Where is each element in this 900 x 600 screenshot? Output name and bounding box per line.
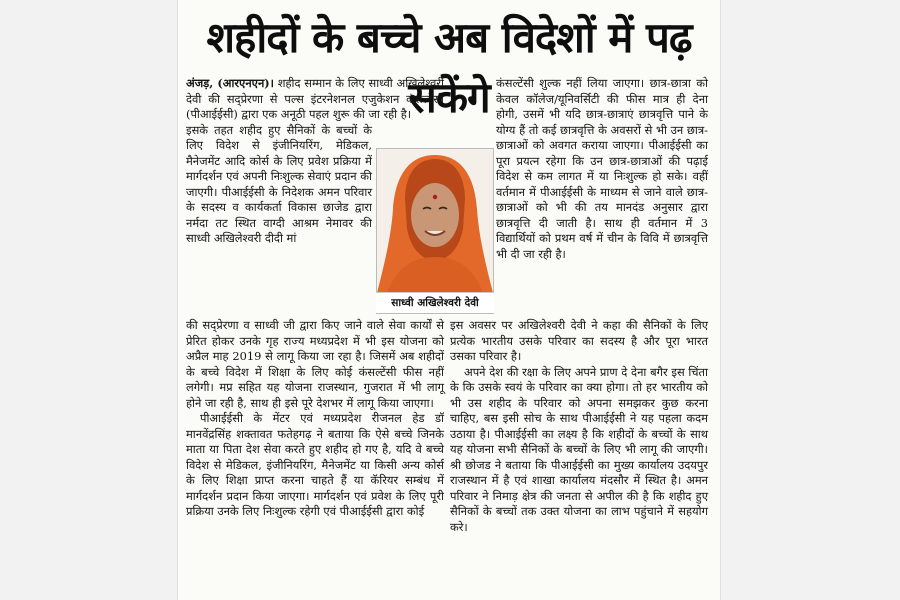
article-paragraph: इसके तहत शहीद हुए सैनिकों के बच्चों के लिए विदेश से इंजीनियरिंग, मेडिकल, मैनेजमेंट आदि कोर्स के लिए प्रवेश प्रक्रिया में मार्गदर्शन एवं अपनी निःशुल्क सेवाएं प्रदान की जाएगी। पीआईईसी के निदेशक अमन परिवार के सदस्य व कार्यकर्ता विकास छाजेड द्वारा नर्मदा तट स्थित वाग्दी आश्रम नेमावर की साध्वी अखिलेश्वरी दीदी मां: [186, 122, 372, 245]
article-paragraph: कंसल्टेंसी शुल्क नहीं लिया जाएगा। छात्र-छात्रा को केवल कॉलेज/यूनिवर्सिटी की फीस मात्र ही देना होगी, उसमें भी यदि छात्र-छात्राएं छात्रवृत्ति पाने के योग्य हैं तो कई छात्रवृत्ति के अवसरों से भी उन छात्र-छात्राओं को अवगत कराया जाएगा। पीआईईसी का पूरा प्रयत्न रहेगा कि उन छात्र-छात्राओं की पढ़ाई विदेश से कम लागत में या निःशुल्क हो सके। वहीं वर्तमान में पीआईईसी के माध्यम से जाने वाले छात्र-छात्राओं को भी की तय मानदंड अनुसार द्वारा छात्रवृत्ति दी जाती है। साथ ही वर्तमान में 3 विद्यार्थियों को प्रथम वर्ष में चीन के विवि में छात्रवृत्ति भी दी जा रही है।: [496, 76, 708, 261]
portrait-photo: [376, 148, 494, 314]
newspaper-clipping: [178, 0, 720, 600]
article-paragraph: इस अवसर पर अखिलेश्वरी देवी ने कहा की सैनिकों के लिए प्रत्येक भारतीय उसके परिवार का सदस्य है और पूरा भारत उसका परिवार है।: [450, 318, 708, 363]
headline: शहीदों के बच्चे अब विदेशों में पढ़ सकेंगे: [206, 13, 692, 122]
article-column-right-bottom: [450, 318, 708, 535]
article-paragraph: अपने देश की रक्षा के लिए अपने प्राण दे देना बगैर इस चिंता के कि उसके स्वयं के परिवार का क्या होगा। तो हर भारतीय को भी उस शहीद के परिवार को अपना समझकर कुछ करना चाहिए, बस इसी सोच के साथ पीआईईसी ने यह पहला कदम उठाया है। पीआईईसी का लक्ष्य है कि शहीदों के बच्चों के साथ यह योजना सभी सैनिकों के बच्चों के लिए भी लागू की जाएगी। श्री छोजड ने बताया कि पीआईईसी का मुख्य कार्यालय उदयपुर राजस्थान में है एवं शाखा कार्यालय मंदसौर में स्थित है। अमन परिवार ने निमाड़ क्षेत्र की जनता से अपील की है कि शहीद हुए सैनिकों के बच्चों तक उक्त योजना का लाभ पहुंचाने में सहयोग करे।: [450, 364, 708, 534]
article-paragraph: [186, 76, 444, 123]
photo-caption: साध्वी अखिलेश्वरी देवी: [376, 292, 494, 313]
dateline: अंजड़, (आरएनएन)।: [186, 76, 274, 90]
portrait-photo-icon: [377, 149, 493, 293]
article-paragraph: पीआईईसी के मेंटर एवं मध्यप्रदेश रीजनल हेड डॉ मानवेंद्रसिंह शक्तावत फतेहगढ़ ने बताया कि ऐसे बच्चे जिनके माता या पिता देश सेवा करते हुए शहीद हो गए है, यदि वे बच्चे विदेश से मेडिकल, इंजीनियरिंग, मैनेजमेंट या किसी अन्य कोर्स के लिए शिक्षा प्राप्त करना चाहते हैं या कॅरियर सम्बंध में मार्गदर्शन प्रदान किया जाएगा। मार्गदर्शन एवं प्रवेश के लिए पूरी प्रक्रिया उनके लिए निःशुल्क रहेगी एवं पीआईईसी द्वारा कोई: [186, 411, 444, 518]
lead-text: शहीद सम्मान के लिए साध्वी अखिलेश्वरी देवी की सद्प्रेरणा से पल्स इंटरनेशनल एजुकेशन कंसल्टेंसी (पीआईईसी) द्वारा एक अनूठी पहल शुरू की जा रही है।: [186, 76, 444, 121]
article-paragraph: की सद्प्रेरणा व साध्वी जी द्वारा किए जाने वाले सेवा कार्यों से प्रेरित होकर उनके गृह राज्य मध्यप्रदेश में भी इस योजना को अप्रैल माह 2019 से लागू किया जा रहा है। जिसमें अब शहीदों के बच्चे विदेश में शिक्षा के लिए कोई कंसल्टेंसी फीस नहीं लगेगी। मप्र सहित यह योजना राजस्थान, गुजरात में भी लागू होने जा रही है, साथ ही इसे पूरे देशभर में लागू किया जाएगा।: [186, 318, 444, 410]
article-column-left-bottom: [186, 318, 444, 520]
article-column-right-top: [496, 76, 708, 262]
